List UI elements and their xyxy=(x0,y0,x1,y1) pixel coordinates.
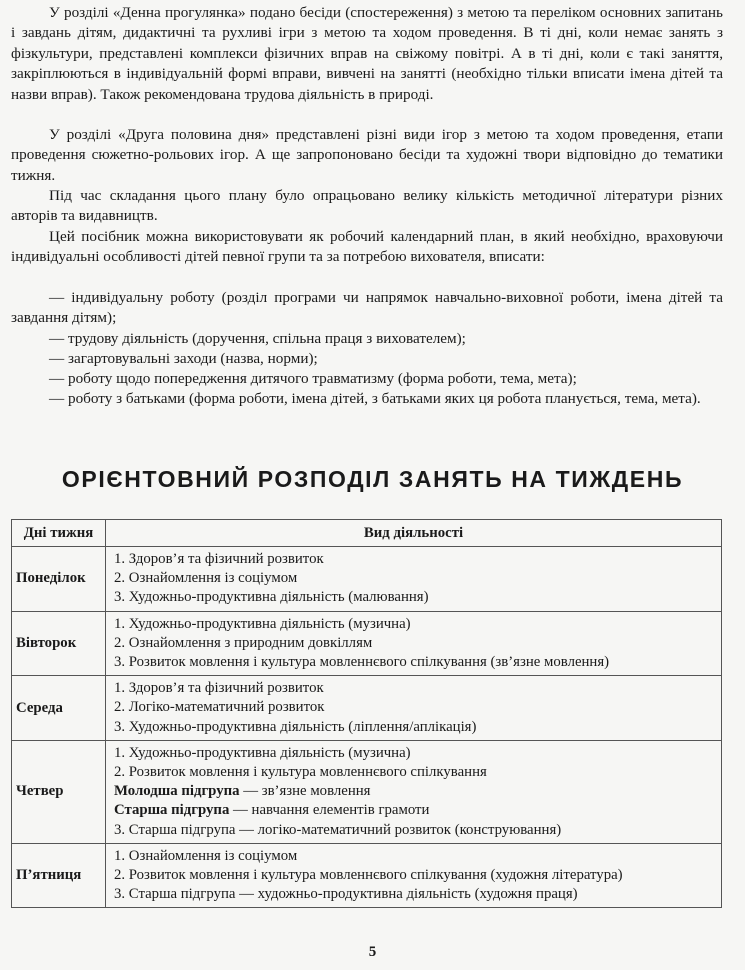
list-item-labor: — трудову діяльність (доручення, спільна праця з вихователем); xyxy=(49,330,466,347)
subgroup-text: — навчання елементів грамоти xyxy=(229,802,430,819)
activity-line: 2. Розвиток мовлення і культура мовленнєвого спілкування (художня література) xyxy=(114,867,623,884)
intro-paragraph-literature: Під час складання цього плану було опрацьовано велику кількість методичної літератури різних авторів та видавництв. xyxy=(11,187,723,225)
table-row-tuesday xyxy=(12,611,722,676)
activity-line: 1. Здоров’я та фізичний розвиток xyxy=(114,680,324,697)
activity-line: 2. Розвиток мовлення і культура мовленнєвого спілкування xyxy=(114,764,487,781)
activity-line: 1. Художньо-продуктивна діяльність (музична) xyxy=(114,744,411,761)
column-header-activity: Вид діяльності xyxy=(106,520,722,547)
activity-line: 2. Логіко-математичний розвиток xyxy=(114,699,325,716)
activity-line: 2. Ознайомлення із соціумом xyxy=(114,570,298,587)
intro-paragraph-afternoon: У розділі «Друга половина дня» представлені різні види ігор з метою та ходом проведення, етапи проведення сюжетно-рольових ігор. А ще запропоновано бесіди та художні твори відповідно до тематики тижня. xyxy=(11,126,723,184)
subgroup-label: Молодша підгрупа xyxy=(114,783,240,800)
activity-line: 3. Старша підгрупа — художньо-продуктивна діяльність (художня праця) xyxy=(114,886,578,903)
list-item-parents-work: — роботу з батьками (форма роботи, імена дітей, з батьками яких ця робота планується, тема, мета). xyxy=(49,390,701,407)
day-cell: Вівторок xyxy=(12,611,106,676)
activity-line: 1. Художньо-продуктивна діяльність (музична) xyxy=(114,615,411,632)
weekly-schedule-table xyxy=(11,519,722,908)
table-header-row xyxy=(12,520,722,547)
day-cell: Середа xyxy=(12,676,106,741)
activities-cell xyxy=(106,676,722,741)
subgroup-line xyxy=(114,782,721,801)
table-row-wednesday xyxy=(12,676,722,741)
intro-paragraph-usage: Цей посібник можна використовувати як робочий календарний план, в який необхідно, враховуючи індивідуальні особливості дітей певної групи та за потребою вихователя, вписати: xyxy=(11,228,723,266)
activity-line: 3. Художньо-продуктивна діяльність (малювання) xyxy=(114,589,429,606)
list-item-hardening: — загартовувальні заходи (назва, норми); xyxy=(49,350,318,367)
activities-cell xyxy=(106,843,722,908)
list-item-injury-prevention: — роботу щодо попередження дитячого травматизму (форма роботи, тема, мета); xyxy=(49,370,577,387)
activity-line: 3. Старша підгрупа — логіко-математичний розвиток (конструювання) xyxy=(114,821,562,838)
page-number: 5 xyxy=(368,944,377,960)
activity-line: 1. Здоров’я та фізичний розвиток xyxy=(114,551,324,567)
table-row-thursday xyxy=(12,740,722,843)
activities-cell xyxy=(106,611,722,676)
day-cell: П’ятниця xyxy=(12,843,106,908)
intro-paragraph-day-walk: У розділі «Денна прогулянка» подано бесіди (спостереження) з метою та переліком основних запитань і завдань дітям, дидактичні та рухливі ігри з метою та ходом проведення. В ті дні, коли немає занять з фізкультури, представлені комплекси фізичних вправ на свіжому повітрі. А в ті дні, коли є такі заняття, закріплюються в індивідуальній формі вправи, вивчені на занятті (необхідно тільки вписати імена дітей та назви вправ). Також рекомендована трудова діяльність в природі. xyxy=(11,4,723,103)
activity-line: 2. Ознайомлення з природним довкіллям xyxy=(114,634,373,651)
activities-cell xyxy=(106,547,722,612)
activities-cell xyxy=(106,740,722,843)
activity-line: 1. Ознайомлення із соціумом xyxy=(114,847,298,864)
table-row-monday xyxy=(12,547,722,612)
table-row-friday xyxy=(12,843,722,908)
day-cell: Четвер xyxy=(12,740,106,843)
activity-line: 3. Художньо-продуктивна діяльність (ліплення/аплікація) xyxy=(114,718,477,735)
day-cell: Понеділок xyxy=(12,547,106,612)
section-heading: ОРІЄНТОВНИЙ РОЗПОДІЛ ЗАНЯТЬ НА ТИЖДЕНЬ xyxy=(61,466,684,492)
subgroup-label: Старша підгрупа xyxy=(114,802,230,819)
activity-line: 3. Розвиток мовлення і культура мовленнєвого спілкування (зв’язне мовлення) xyxy=(114,654,610,671)
list-item-individual-work: — індивідуальну роботу (розділ програми чи напрямок навчально-виховної роботи, імена дітей та завдання дітям); xyxy=(11,289,723,327)
column-header-day: Дні тижня xyxy=(12,520,106,547)
subgroup-text: — зв’язне мовлення xyxy=(239,783,371,800)
subgroup-line xyxy=(114,801,721,820)
